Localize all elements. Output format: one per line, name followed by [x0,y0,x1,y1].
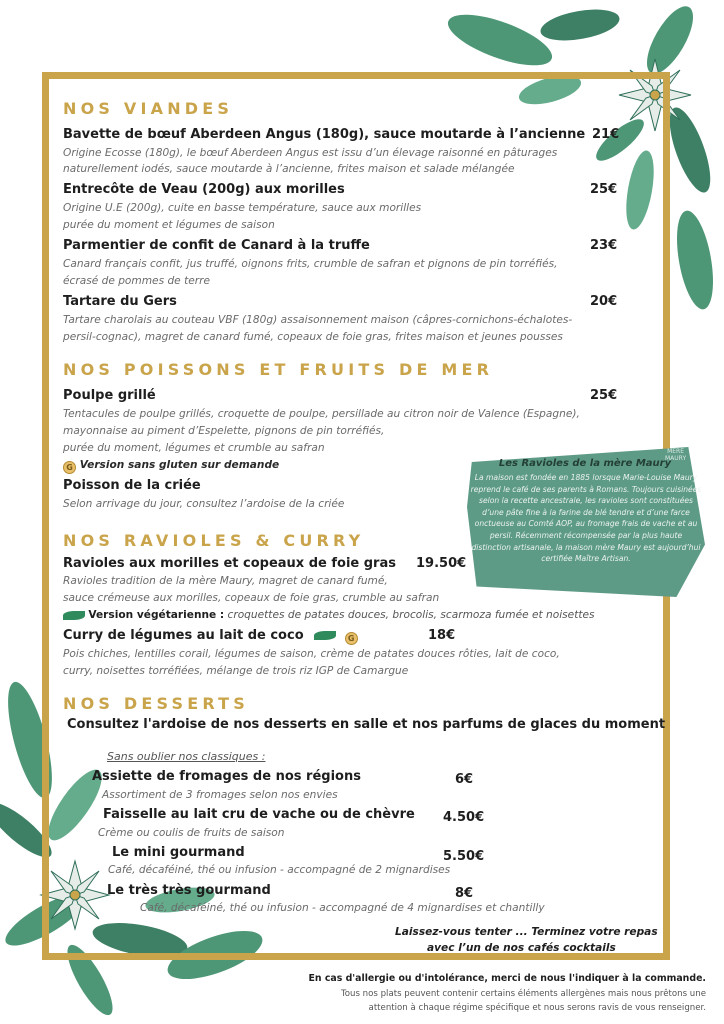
dish-desc: naturellement iodés, sauce moutarde à l’ancienne, frites maison et salade mélangée [63,163,515,175]
dessert-desc: Crème ou coulis de fruits de saison [98,827,285,839]
dish-desc: curry, noisettes torréfiées, mélange de trois riz IGP de Camargue [63,665,409,677]
gluten-free-icon: G [63,461,76,474]
dish-name-text: Curry de légumes au lait de coco [63,628,304,643]
dish-name: Parmentier de confit de Canard à la truffe [63,238,370,253]
dessert-name: Faisselle au lait cru de vache ou de chèvre [103,807,415,822]
dish-name: Entrecôte de Veau (200g) aux morilles [63,182,345,197]
dish-desc: Pois chiches, lentilles corail, légumes de saison, crème de patates douces rôties, lait de coco, [63,648,560,660]
dish-price: 20€ [590,294,618,309]
dish-price: 19.50€ [416,556,467,571]
desserts-intro: Consultez l'ardoise de nos desserts en salle et nos parfums de glaces du moment [67,717,666,732]
allergen-note-2: attention à chaque régime spécifique et nous serons ravis de vous renseigner. [368,1003,706,1013]
section-title-desserts: NOS DESSERTS [63,694,249,713]
dish-desc: Origine U.E (200g), cuite en basse température, sauce aux morilles [63,202,422,214]
slate-text: La maison est fondée en 1885 lorsque Marie-Louise Maury reprend le café de ses parents à Romans. Toujours cuisinées selon la recette ancestrale, les ravioles sont constituées d’une pâte fine à la farine de blé tendre et d’une farce onctueuse au Comté AOP, au fromage frais de vache et au persil. Récemment récompensée par la plus haute distinction artisanale, la maison mère Maury est aujourd’hui certifiée Maître Artisan. [470,473,702,564]
dessert-name: Assiette de fromages de nos régions [92,769,361,784]
dish-desc: purée du moment et légumes de saison [63,219,275,231]
dish-desc: Tartare charolais au couteau VBF (180g) assaisonnement maison (câpres-cornichons-échalotes- [63,314,573,326]
dish-desc: Canard français confit, jus truffé, oignons frits, crumble de safran et pignons de pin torréfiés, [63,258,558,270]
dish-desc: persil-cognac), magret de canard fumé, copeaux de foie gras, frites maison et jeunes pousses [63,331,563,343]
section-title-viandes: NOS VIANDES [63,99,234,118]
section-title-ravioles: NOS RAVIOLES & CURRY [63,531,365,550]
slate-title: Les Ravioles de la mère Maury [498,458,672,469]
dish-price: 25€ [590,388,618,403]
dessert-name: Le très très gourmand [107,883,271,898]
tempt-line-2: avec l’un de nos cafés cocktails [427,942,616,954]
dish-name: Bavette de bœuf Aberdeen Angus (180g), sauce moutarde à l’ancienne [63,127,586,142]
dish-price: 18€ [428,628,456,643]
gluten-free-icon: G [345,632,358,645]
dessert-price: 8€ [455,886,474,901]
dessert-price: 4.50€ [443,810,485,825]
dessert-price: 6€ [455,772,474,787]
leaf-icon [314,631,336,640]
vegetarian-text: croquettes de patates douces, brocolis, scarmoza fumée et noisettes [224,609,595,621]
dish-desc: Selon arrivage du jour, consultez l’ardoise de la criée [63,498,345,510]
dish-name: Poulpe grillé [63,388,156,403]
dessert-desc: Assortiment de 3 fromages selon nos envies [102,789,338,801]
dish-desc: mayonnaise au piment d’Espelette, pignons de pin torréfiés, [63,425,385,437]
allergen-note-1: Tous nos plats peuvent contenir certains éléments allergènes mais nous prêtons une [340,989,706,999]
leaf-icon [63,611,85,620]
dish-desc: Origine Ecosse (180g), le bœuf Aberdeen Angus est issu d’un élevage raisonné en pâturages [63,147,558,159]
dessert-desc: Café, décaféiné, thé ou infusion - accompagné de 2 mignardises [108,864,451,876]
maury-logo-top: MÈRE [667,448,685,455]
dish-desc: Ravioles tradition de la mère Maury, magret de canard fumé, [63,575,388,587]
dish-name [63,628,358,645]
dish-desc: purée du moment, légumes et crumble au safran [63,442,325,454]
maury-logo-bottom: MAURY [665,455,687,462]
gluten-free-note [63,459,279,474]
dessert-price: 5.50€ [443,849,485,864]
section-title-poissons: NOS POISSONS ET FRUITS DE MER [63,360,494,379]
dish-name: Ravioles aux morilles et copeaux de foie gras [63,556,396,571]
dessert-name: Le mini gourmand [112,845,245,860]
dish-name: Tartare du Gers [63,294,177,309]
dish-price: 25€ [590,182,618,197]
classics-heading: Sans oublier nos classiques : [107,750,266,763]
dish-name: Poisson de la criée [63,478,201,493]
dessert-desc: Café, décaféiné, thé ou infusion - accompagné de 4 mignardises et chantilly [140,902,545,914]
dish-price: 21€ [592,127,620,142]
vegetarian-note [63,609,595,621]
dish-desc: écrasé de pommes de terre [63,275,210,287]
vegetarian-label: Version végétarienne : [88,609,225,621]
dish-price: 23€ [590,238,618,253]
tempt-line-1: Laissez-vous tenter ... Terminez votre repas [395,926,658,938]
allergy-notice: En cas d'allergie ou d'intolérance, merci de nous l'indiquer à la commande. [308,973,706,984]
dish-desc: Tentacules de poulpe grillés, croquette de poulpe, persillade au citron noir de Valence (Espagne), [63,408,580,420]
dish-desc: sauce crémeuse aux morilles, copeaux de foie gras, crumble au safran [63,592,440,604]
gluten-free-label: Version sans gluten sur demande [79,459,280,471]
